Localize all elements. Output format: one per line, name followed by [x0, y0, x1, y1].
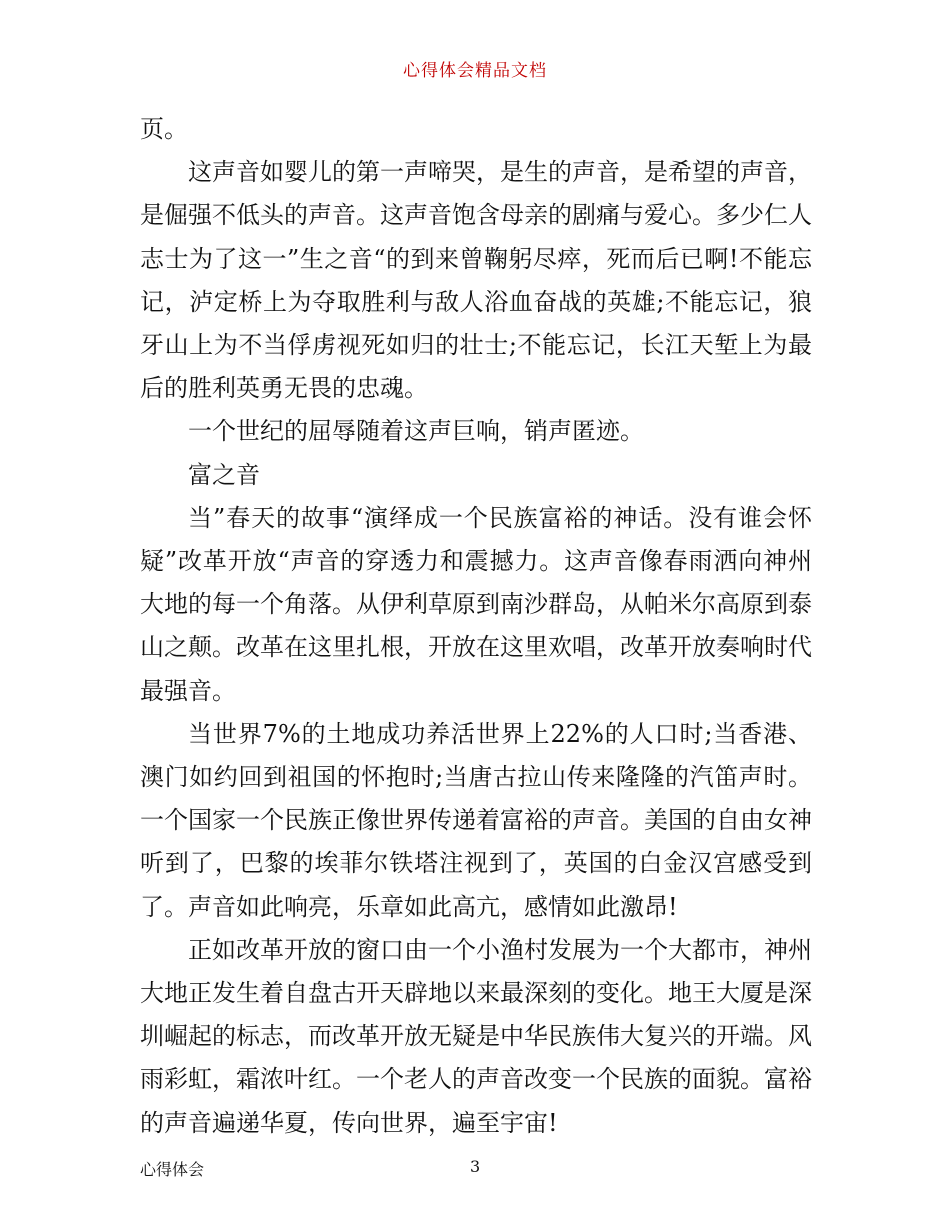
paragraph: 页。: [140, 115, 188, 143]
paragraph: 一个世纪的屈辱随着这声巨响，销声匿迹。: [188, 417, 644, 446]
page-number: 3: [470, 1157, 481, 1176]
paragraph: 当”春天的故事“演绎成一个民族富裕的神话。没有谁会怀疑”改革开放“声音的穿透力和震撼力。这声音像春雨洒向神州大地的每一个角落。从伊利草原到南沙群岛，从帕米尔高原到泰山之颠。改革在这里扎根，开放在这里欢唱，改革开放奏响时代最强音。: [140, 503, 812, 705]
page-footer: [140, 1157, 812, 1181]
footer-label: 心得体会: [140, 1160, 205, 1179]
page-header-title: 心得体会精品文档: [403, 61, 547, 81]
paragraph: 这声音如婴儿的第一声啼哭，是生的声音，是希望的声音，是倔强不低头的声音。这声音饱含母亲的剧痛与爱心。多少仁人志士为了这一”生之音“的到来曾鞠躬尽瘁，死而后已啊!不能忘记，泸定桥上为夺取胜利与敌人浴血奋战的英雄;不能忘记，狼牙山上为不当俘虏视死如归的壮士;不能忘记，长江天堑上为最后的胜利英勇无畏的忠魂。: [140, 158, 812, 403]
paragraph: 正如改革开放的窗口由一个小渔村发展为一个大都市，神州大地正发生着自盘古开天辟地以来最深刻的变化。地王大厦是深圳崛起的标志，而改革开放无疑是中华民族伟大复兴的开端。风雨彩虹，霜浓叶红。一个老人的声音改变一个民族的面貌。富裕的声音遍递华夏，传向世界，遍至宇宙!: [140, 935, 812, 1137]
document-body: [140, 108, 812, 1145]
section-heading: 富之音: [188, 460, 260, 489]
paragraph: 当世界7%的土地成功养活世界上22%的人口时;当香港、澳门如约回到祖国的怀抱时;当唐古拉山传来隆隆的汽笛声时。一个国家一个民族正像世界传递着富裕的声音。美国的自由女神听到了，巴黎的埃菲尔铁塔注视到了，英国的白金汉宫感受到了。声音如此响亮，乐章如此高亢，感情如此激昂!: [140, 719, 812, 921]
